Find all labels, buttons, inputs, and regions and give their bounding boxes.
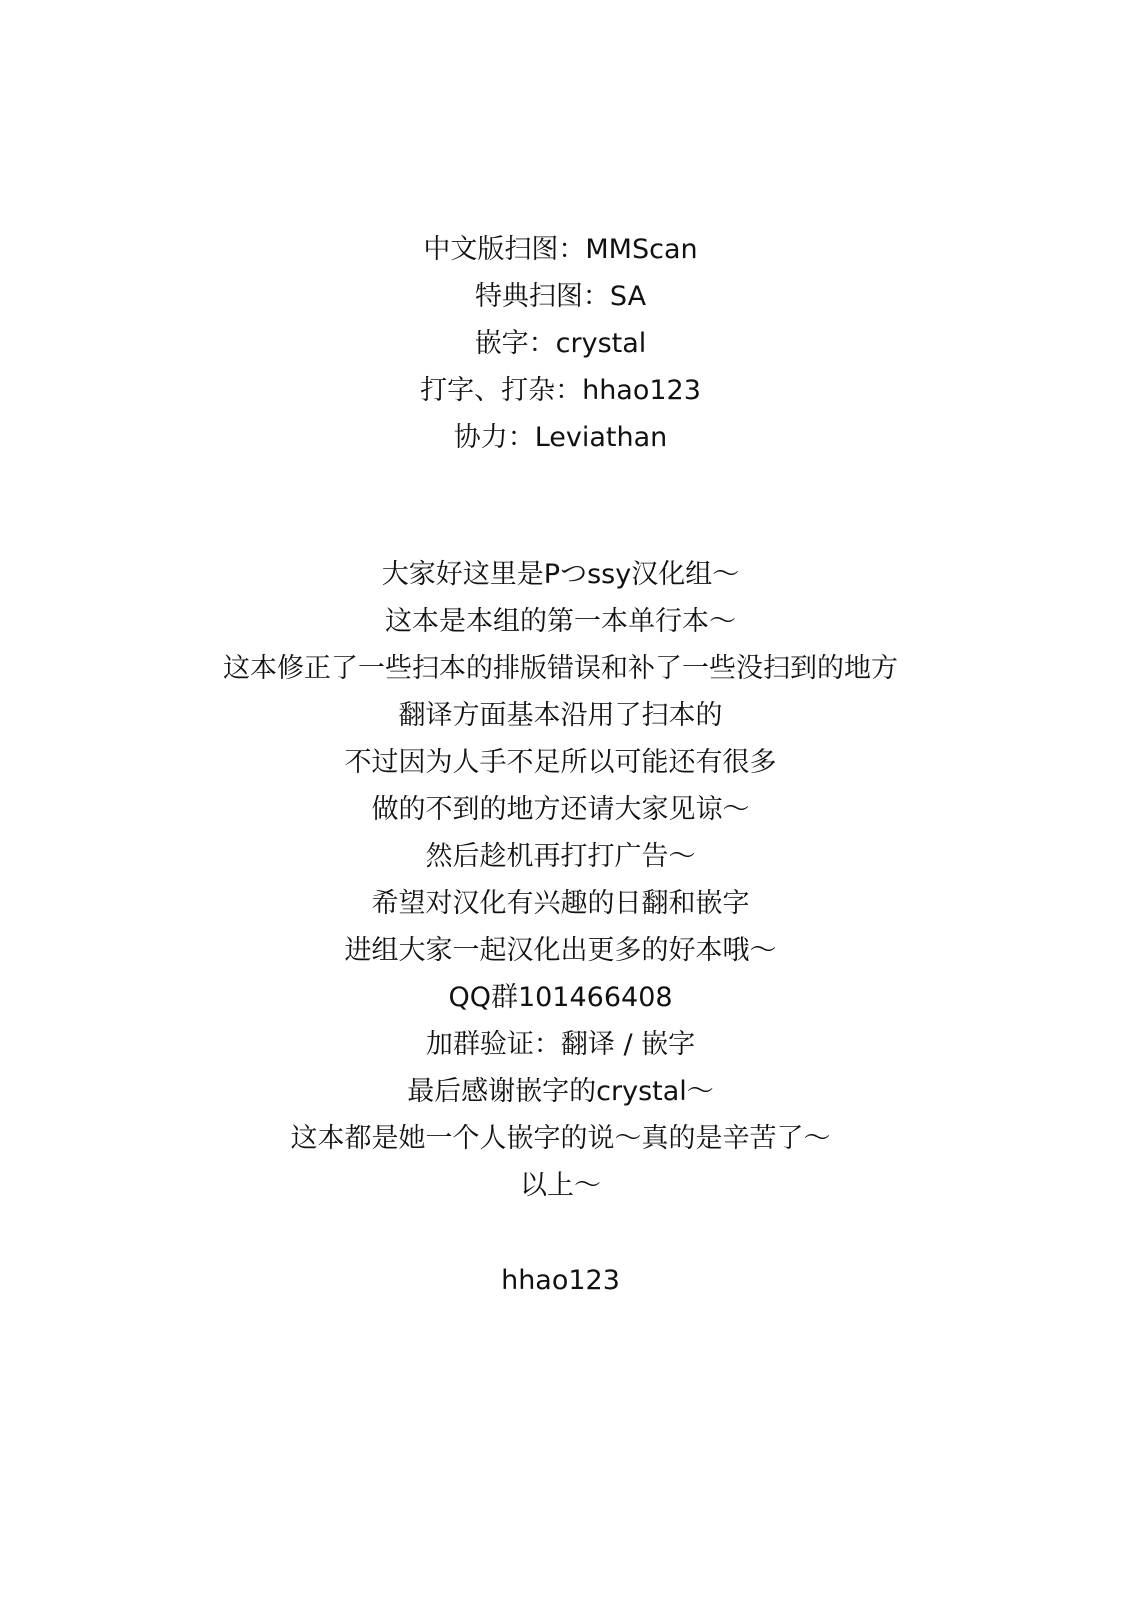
message-line: 这本是本组的第一本单行本～ bbox=[385, 606, 736, 637]
qq-group-line: QQ群101466408 bbox=[448, 982, 673, 1013]
message-line: 大家好这里是Pつssy汉化组～ bbox=[381, 559, 740, 590]
message-line: 翻译方面基本沿用了扫本的 bbox=[398, 700, 723, 731]
message-line: 这本修正了一些扫本的排版错误和补了一些没扫到的地方 bbox=[223, 653, 898, 684]
signature-section bbox=[0, 1257, 1121, 1304]
message-line: 加群验证：翻译 / 嵌字 bbox=[425, 1029, 696, 1060]
credit-line: 打字、打杂：hhao123 bbox=[420, 375, 701, 406]
message-section bbox=[0, 551, 1121, 1209]
message-line: 不过因为人手不足所以可能还有很多 bbox=[344, 747, 777, 778]
message-line: 最后感谢嵌字的crystal～ bbox=[407, 1076, 714, 1107]
message-line: 以上～ bbox=[520, 1170, 601, 1201]
credit-line: 协力：Leviathan bbox=[453, 422, 668, 453]
message-line: 这本都是她一个人嵌字的说～真的是辛苦了～ bbox=[290, 1123, 831, 1154]
message-line: 然后趁机再打打广告～ bbox=[425, 841, 696, 872]
signature: hhao123 bbox=[501, 1265, 620, 1296]
message-line: 进组大家一起汉化出更多的好本哦～ bbox=[344, 935, 777, 966]
credit-line: 嵌字：crystal bbox=[474, 328, 647, 359]
credit-line: 特典扫图：SA bbox=[474, 281, 647, 312]
message-line: 希望对汉化有兴趣的日翻和嵌字 bbox=[371, 888, 750, 919]
credit-line: 中文版扫图：MMScan bbox=[423, 234, 698, 265]
credits-section bbox=[0, 226, 1121, 461]
message-line: 做的不到的地方还请大家见谅～ bbox=[371, 794, 750, 825]
